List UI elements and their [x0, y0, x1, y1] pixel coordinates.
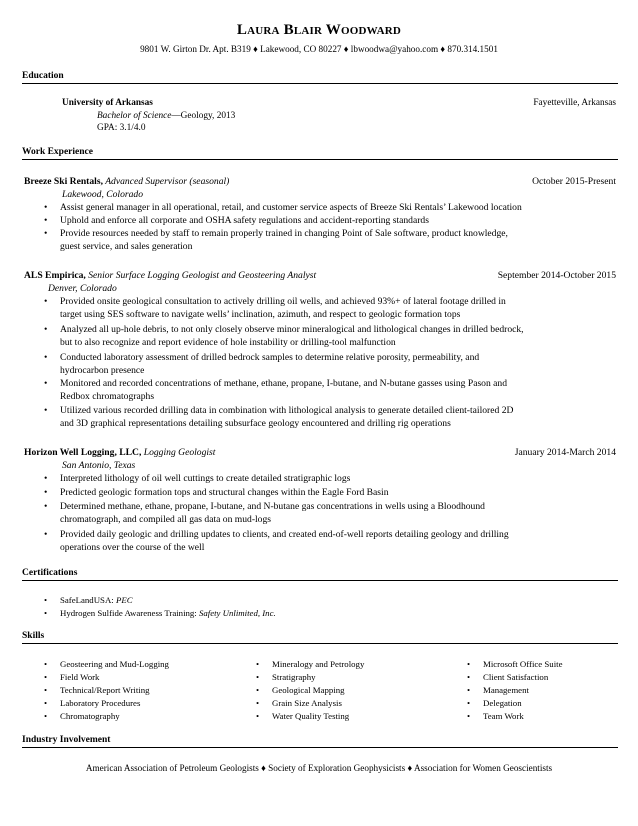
bullet-icon: • [44, 228, 48, 239]
bullet-icon: • [44, 487, 48, 498]
candidate-name: Laura Blair Woodward [236, 22, 402, 38]
bullet-icon: • [44, 378, 48, 389]
education-heading: Education [22, 70, 618, 84]
bullet-icon: • [467, 698, 471, 708]
job-title: Advanced Supervisor (seasonal) [102, 176, 230, 187]
cert-issuer: Safety Unlimited, Inc. [198, 608, 276, 618]
bullet-icon: • [467, 685, 471, 695]
contact-line: 9801 W. Girton Dr. Apt. B319 ♦ Lakewood, CO 80227 ♦ lbwoodwa@yahoo.com ♦ 870.314.1501 [140, 44, 498, 54]
job-company: ALS Empirica, [24, 270, 86, 281]
bullet-icon: • [467, 672, 471, 682]
bullet-icon: • [256, 659, 260, 669]
industry-affiliations: American Association of Petroleum Geologists ♦ Society of Exploration Geophysicists ♦ Association for Women Geoscientists [85, 763, 553, 773]
school-name: University of Arkansas [62, 98, 153, 108]
bullet-icon: • [256, 711, 260, 721]
bullet-icon: • [467, 711, 471, 721]
bullet-icon: • [44, 595, 48, 605]
job-location: Denver, Colorado [48, 283, 117, 294]
job-header [24, 176, 229, 188]
job-title: Senior Surface Logging Geologist and Geosteering Analyst [85, 270, 317, 281]
school-location: Fayetteville, Arkansas [533, 98, 616, 108]
bullet-icon: • [44, 202, 48, 213]
bullet-icon: • [256, 685, 260, 695]
bullet-icon: • [256, 672, 260, 682]
degree-name: Bachelor of Science [97, 111, 172, 121]
bullet-icon: • [44, 215, 48, 226]
bullet-icon: • [44, 296, 48, 307]
job-company: Horizon Well Logging, LLC, [24, 447, 142, 458]
degree-major: —Geology, 2013 [171, 111, 236, 121]
job-dates: October 2015-Present [532, 176, 616, 187]
job-company: Breeze Ski Rentals, [24, 176, 103, 187]
bullet-icon: • [44, 501, 48, 512]
bullet-icon: • [467, 659, 471, 669]
bullet-icon: • [44, 711, 48, 721]
bullet-icon: • [44, 405, 48, 416]
bullet-icon: • [44, 672, 48, 682]
bullet-icon: • [44, 698, 48, 708]
bullet-icon: • [44, 324, 48, 335]
bullet-icon: • [44, 659, 48, 669]
cert-label: Hydrogen Sulfide Awareness Training: [60, 608, 199, 618]
cert-issuer: PEC [115, 595, 133, 605]
skills-heading: Skills [22, 630, 618, 644]
cert-label: SafeLandUSA: [60, 595, 116, 605]
job-header [24, 447, 215, 459]
industry-heading: Industry Involvement [22, 734, 618, 748]
job-location: Lakewood, Colorado [62, 189, 144, 200]
bullet-icon: • [44, 352, 48, 363]
bullet-icon: • [44, 685, 48, 695]
gpa: GPA: 3.1/4.0 [97, 123, 146, 133]
job-header [24, 270, 316, 282]
resume-page: Laura Blair Woodward 9801 W. Girton Dr. Apt. B319 ♦ Lakewood, CO 80227 ♦ lbwoodwa@yahoo.com ♦ 870.314.1501 Education University of Arkansas Fayetteville, Arkansas Bachelor of Science—Geology, 2013 GPA: 3.1/4.0 Work Experience Breeze Ski Rentals, Advanced Supervisor (seasonal) October 2015-Present Lakewood, Colorado • Assist general manager in all operational, retail, and customer service aspects of Breeze Ski Rentals’ Lakewood location • Uphold and enforce all corporate and OSHA safety regulations and accident-reporting standards • Provide resources needed by staff to remain properly trained in changing Point of Sale software, product knowledge, guest service, and sales generation ALS Empirica, Senior Surface Logging Geologist and Geosteering Analyst September 2014-October 2015 Denver, Colorado • Provided onsite geological consultation to actively drilling oil wells, and achieved 93%+ of lateral footage drilled in target using SES software to navigate wells’ inclination, azimuth, and respect to geologic formation tops • Analyzed all up-hole debris, to not only closely observe minor mineralogical and lithological changes in drilled bedrock, but to also recognize and report evidence of hole instability or drilling-tool malfunction • Conducted laboratory assessment of drilled bedrock samples to determine relative porosity, permeability, and hydrocarbon presence • Monitored and recorded concentrations of methane, ethane, propane, I-butane, and N-butane gasses using Pason and Redbox chromatographs • Utilized various recorded drilling data in combination with lithological analysis to generate detailed client-tailored 2D and 3D graphical representations detailing subsurface geology encountered and drilling rig operations Horizon Well Logging, LLC, Logging Geologist January 2014-March 2014 San Antonio, Texas • Interpreted lithology of oil well cuttings to create detailed stratigraphic logs • Predicted geologic formation tops and structural changes within the Eagle Ford Basin • Determined methane, ethane, propane, I-butane, and N-butane gas concentrations in wells using a Bloodhound chromatograph, and compiled all gas data on mud-logs • Provided daily geologic and drilling updates to clients, and created end-of-well reports detailing geology and drilling operations over the course of the well Certifications • SafeLandUSA: PEC • Hydrogen Sulfide Awareness Training: Safety Unlimited, Inc. Skills • Geosteering and Mud-Logging • Field Work • Technical/Report Writing • Laboratory Procedures • Chromatography • Mineralogy and Petrology • Stratigraphy • Geological Mapping • Grain Size Analysis • Water Quality Testing • Microsoft Office Suite • Client Satisfaction • Management • Delegation • Team Work Industry Involvement American Association of Petroleum Geologists ♦ Society of Exploration Geophysicists ♦ Association for Women Geoscientists [0, 0, 638, 826]
job-location: San Antonio, Texas [62, 460, 136, 471]
job-dates: September 2014-October 2015 [497, 270, 616, 281]
bullet-icon: • [44, 473, 48, 484]
bullet-icon: • [256, 698, 260, 708]
work-heading: Work Experience [22, 146, 618, 160]
job-dates: January 2014-March 2014 [514, 447, 616, 458]
certifications-heading: Certifications [22, 567, 618, 581]
job-title: Logging Geologist [141, 447, 216, 458]
bullet-icon: • [44, 608, 48, 618]
degree-line [97, 110, 235, 122]
bullet-icon: • [44, 529, 48, 540]
